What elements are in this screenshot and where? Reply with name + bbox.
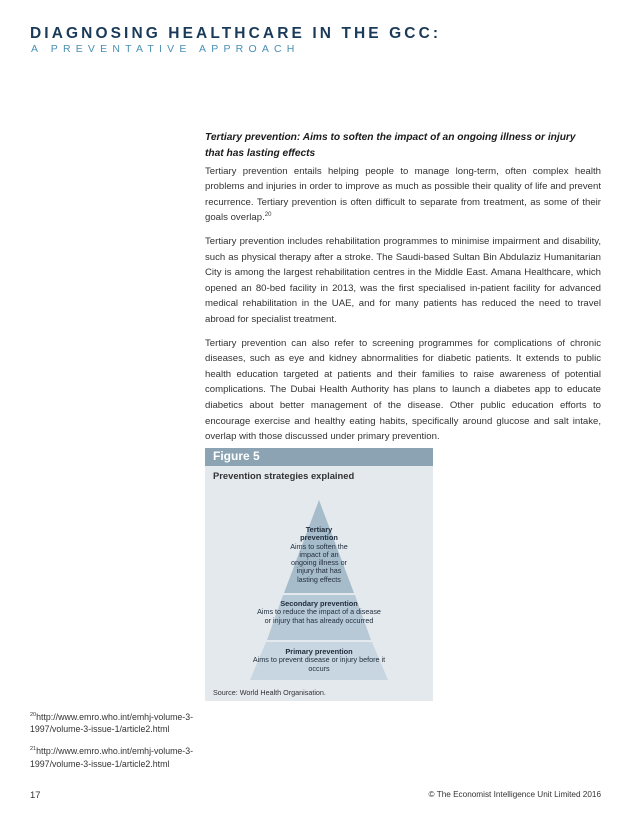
paragraph-1 [205,164,601,226]
footnotes [30,711,200,780]
tier-secondary-title: Secondary prevention [280,599,358,608]
section-heading-line-2: that has lasting effects [205,147,316,159]
tier-tertiary [289,526,349,584]
figure-5 [205,448,433,701]
figure-source: Source: World Health Organisation. [213,688,326,697]
tier-tertiary-title: Tertiary prevention [300,525,338,543]
document-subtitle: A PREVENTATIVE APPROACH [31,43,300,55]
section-heading-line-1: Tertiary prevention: Aims to soften the impact of an ongoing illness or injury [205,132,576,143]
section-heading [205,130,601,162]
copyright-notice: © The Economist Intelligence Unit Limited 2016 [428,790,601,799]
body-section [205,130,601,453]
footnote-20-link[interactable]: http://www.emro.who.int/emhj-volume-3-1997/volume-3-issue-1/article2.html [30,712,194,735]
tier-tertiary-text: Aims to soften the impact of an ongoing illness or injury that has lasting effects [290,541,348,584]
footnote-21-link[interactable]: http://www.emro.who.int/emhj-volume-3-1997/volume-3-issue-1/article2.html [30,746,194,769]
figure-label: Figure 5 [213,449,260,463]
tier-primary-title: Primary prevention [285,647,353,656]
paragraph-2: Tertiary prevention includes rehabilitation programmes to minimise impairment and disability, such as physical therapy after a stroke. The Saudi-based Sultan Bin Abdulaziz Humanitarian City is among the largest rehabilitation centres in the Middle East. Amana Healthcare, which opened an 80-bed facility in 2013, was the first specialised in-patient facility for advanced medical rehabilitation in the UAE, and for many patients has reduced the need to travel abroad for specialist treatment. [205,235,601,325]
footnote-20 [30,711,200,735]
document-title: DIAGNOSING HEALTHCARE IN THE GCC: [30,25,442,42]
footnote-21-number: 21 [30,746,37,753]
footnote-ref-20[interactable]: 20 [264,212,272,219]
paragraph-1-text: Tertiary prevention entails helping people to manage long-term, often complex health problems and injuries in order to improve as much as possible their quality of life and prevent recurrence. Tertiary prevention is often difficult to separate from treatment, as some of their goals overlap. [205,165,601,224]
page-number: 17 [30,789,41,800]
tier-primary-text: Aims to prevent disease or injury before it occurs [252,655,386,673]
footnote-20-number: 20 [30,712,37,719]
tier-secondary-text: Aims to reduce the impact of a disease or injury that has already occurred [257,607,381,625]
paragraph-3: Tertiary prevention can also refer to screening programmes for complications of chronic diseases, such as eye and kidney abnormalities for diabetic patients. It extends to public health education targeted at patients and their families to raise awareness of potential complications. The Dubai Health Authority has plans to launch a diabetes app to educate diabetics about better management of the disease. Other public education efforts to encourage exercise and healthy eating habits, specifically around glucose and salt intake, overlap with those discussed under primary prevention. [205,337,601,443]
footnote-21 [30,745,200,769]
figure-title: Prevention strategies explained [213,470,355,481]
tier-secondary [255,600,383,625]
tier-primary [245,648,393,673]
